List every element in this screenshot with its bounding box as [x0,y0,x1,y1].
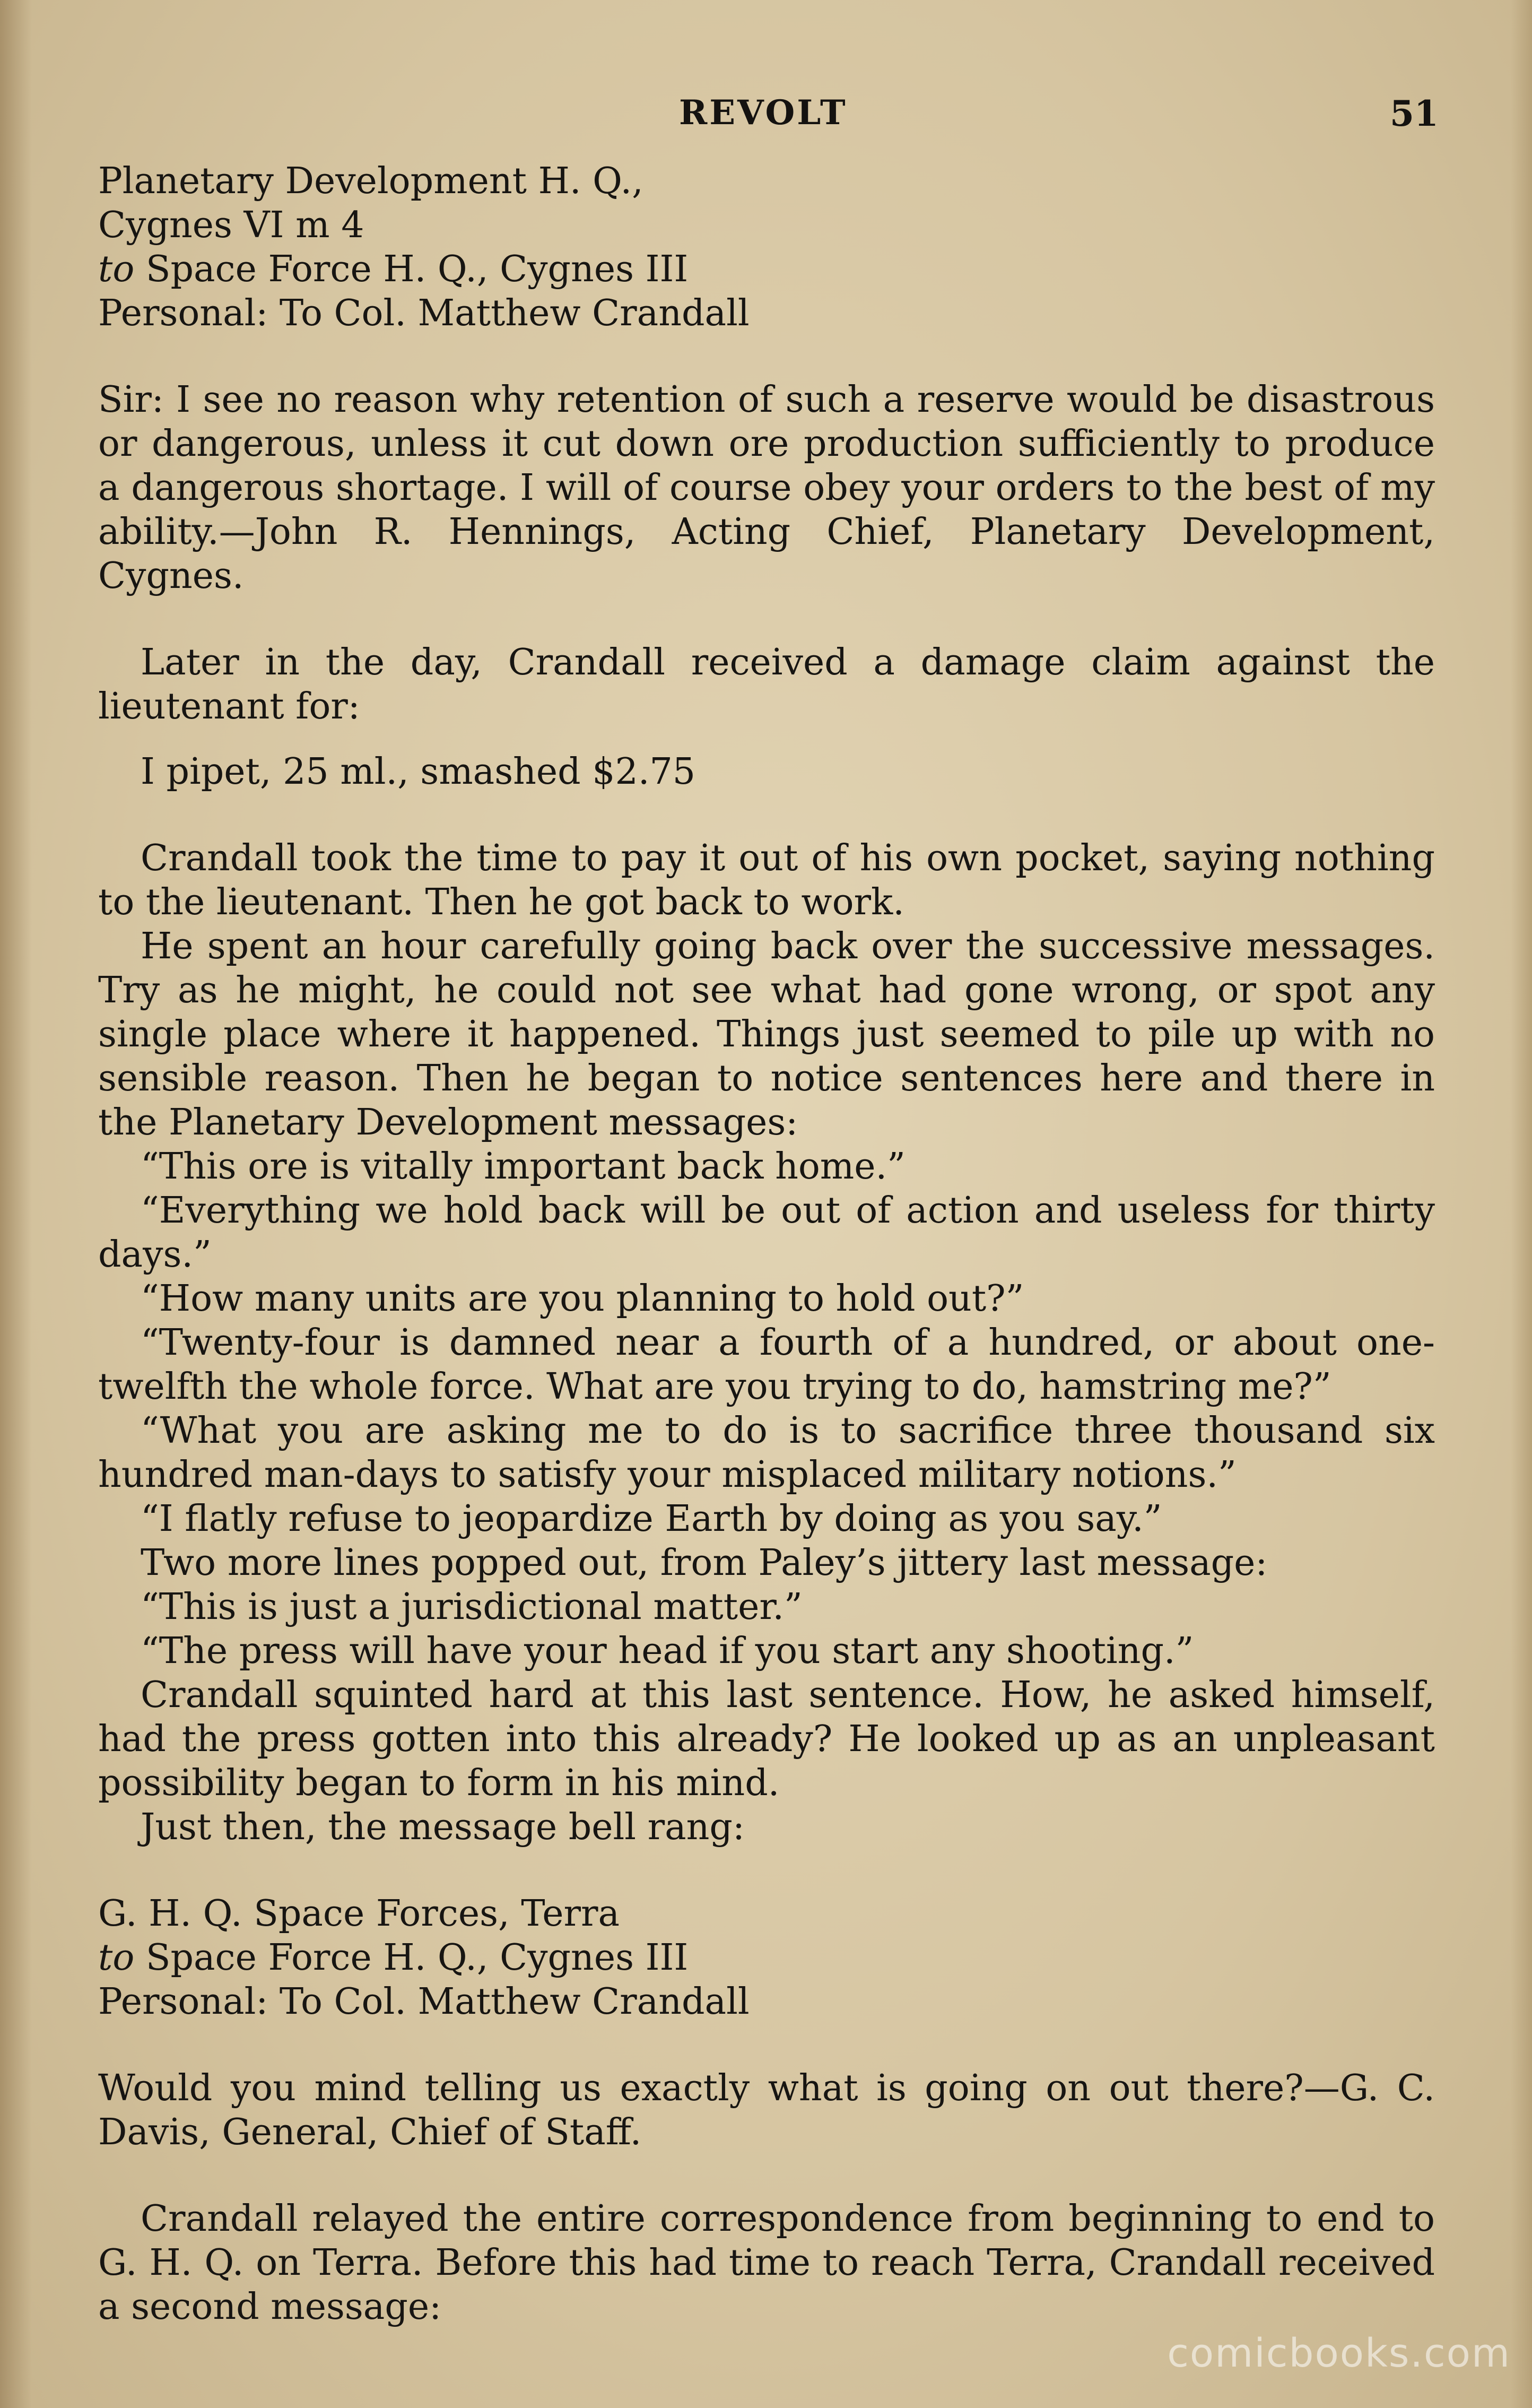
narrative-paragraph-2: Crandall took the time to pay it out of his own pocket, saying nothing to the lieutenant. Then he got back to work. [98,837,1435,923]
memo-1-from: Planetary Development H. Q., [98,160,643,202]
quote-6: “I flatly refuse to jeopardize Earth by doing as you say.” [141,1498,1162,1540]
narrative-paragraph-1: Later in the day, Crandall received a damage claim against the lieutenant for: [98,642,1435,727]
damage-claim-line: I pipet, 25 ml., smashed $2.75 [141,751,695,793]
narrative-paragraph-4: Two more lines popped out, from Paley’s jittery last message: [141,1542,1268,1584]
quote-2: “Everything we hold back will be out of action and useless for thirty days.” [98,1190,1435,1276]
page-header [0,88,1532,151]
memo-1-to-line [98,247,1435,291]
quote-1: “This ore is vitally important back home.” [141,1146,906,1188]
memo-2-to-word: to [98,1937,135,1979]
page-body [98,159,1435,2329]
running-title: REVOLT [679,93,848,133]
memo-2-personal: Personal: To Col. Matthew Crandall [98,1981,750,2023]
quote-8: “The press will have your head if you start any shooting.” [141,1630,1194,1672]
memo-1-location: Cygnes VI m 4 [98,204,364,246]
memo-1-address-block [98,159,1435,335]
memo-1-personal: Personal: To Col. Matthew Crandall [98,292,750,334]
site-watermark: comicbooks.com [1167,2331,1511,2376]
closing-paragraph: Crandall relayed the entire correspondence from beginning to end to G. H. Q. on Terra. Before this had time to reach Terra, Crandall received a second message: [98,2198,1435,2328]
quote-4: “Twenty-four is damned near a fourth of a hundred, or about one-twelfth the whole force. What are you trying to do, hamstring me?” [98,1322,1435,1408]
narrative-paragraph-6: Just then, the message bell rang: [141,1806,745,1848]
memo-1-to: Space Force H. Q., Cygnes III [145,248,689,290]
memo-2-to-line [98,1936,1435,1980]
memo-1-body: Sir: I see no reason why retention of such a reserve would be disastrous or dangerous, unless it cut down ore production sufficiently to produce a dangerous shortage. I will of course obey your orders to the best of my ability.—John R. Hennings, Acting Chief, Planetary Development, Cygnes. [98,379,1435,597]
quote-5: “What you are asking me to do is to sacrifice three thousand six hundred man-days to satisfy your misplaced military notions.” [98,1410,1435,1496]
quote-7: “This is just a jurisdictional matter.” [141,1586,803,1628]
memo-2-from: G. H. Q. Space Forces, Terra [98,1893,620,1935]
memo-2-to: Space Force H. Q., Cygnes III [145,1937,689,1979]
page-number: 51 [1390,93,1439,134]
memo-2-body: Would you mind telling us exactly what is going on out there?—G. C. Davis, General, Chief of Staff. [98,2067,1435,2153]
quote-3: “How many units are you planning to hold out?” [141,1278,1024,1320]
memo-1-to-word: to [98,248,135,290]
memo-2-address-block [98,1892,1435,2024]
narrative-paragraph-5: Crandall squinted hard at this last sentence. How, he asked himself, had the press gotten into this already? He looked up as an unpleasant possibility began to form in his mind. [98,1674,1435,1804]
narrative-paragraph-3: He spent an hour carefully going back over the successive messages. Try as he might, he could not see what had gone wrong, or spot any single place where it happened. Things just seemed to pile up with no sensible reason. Then he began to notice sentences here and there in the Planetary Development messages: [98,925,1435,1144]
